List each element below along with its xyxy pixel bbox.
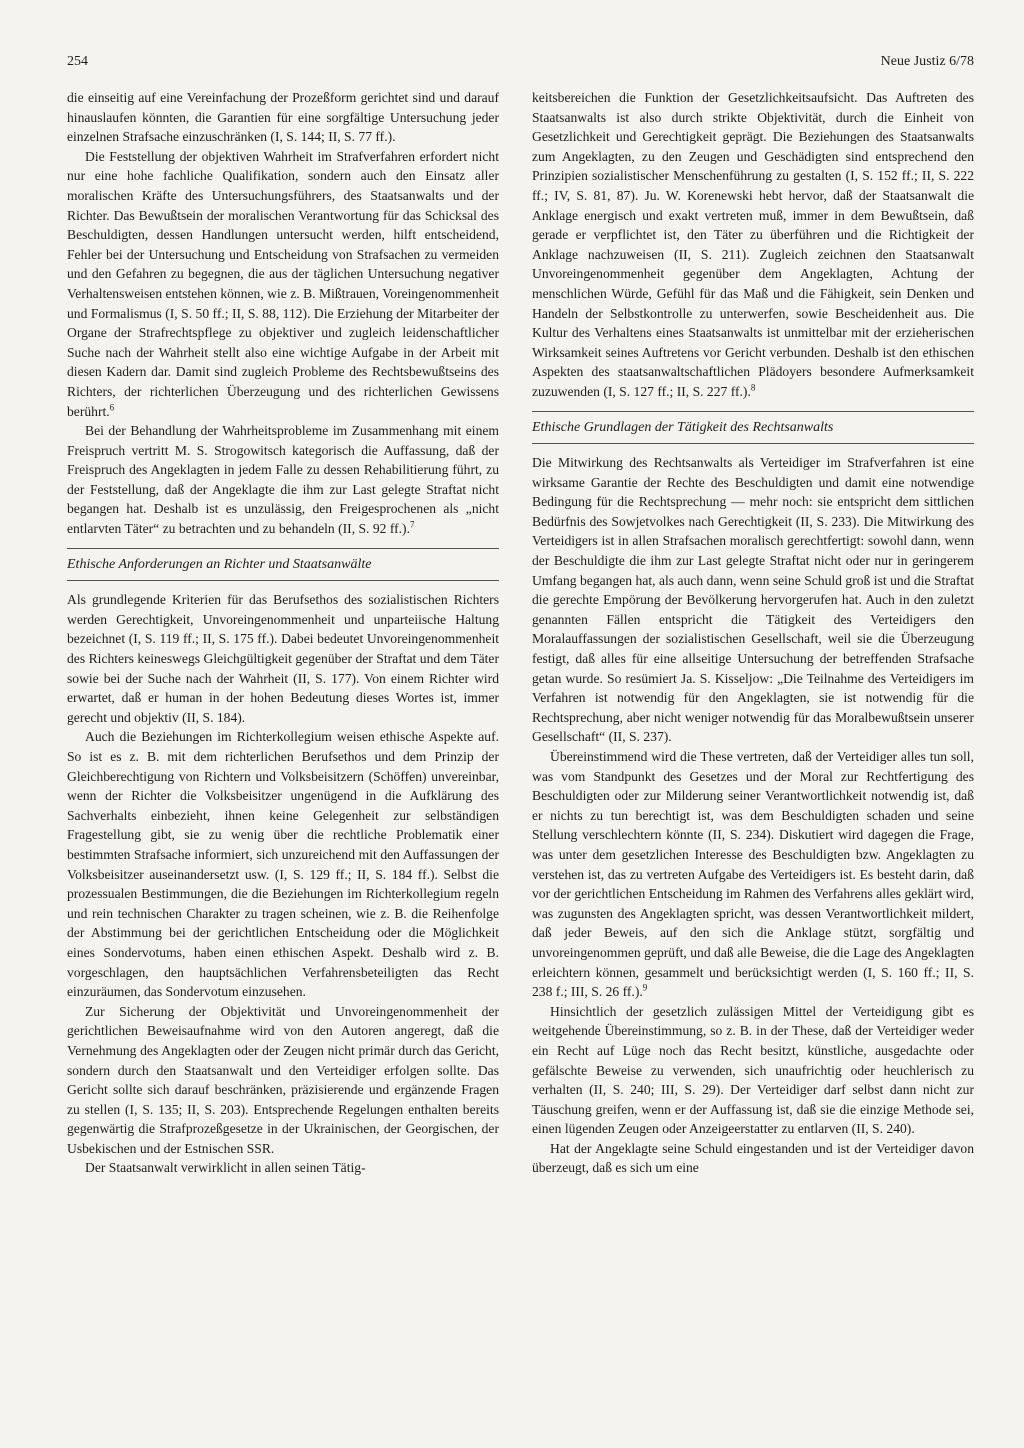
paragraph	[67, 147, 499, 421]
paragraph	[67, 421, 499, 539]
page-number: 254	[67, 54, 88, 69]
footnote-ref: 9	[642, 982, 648, 993]
paragraph: Zur Sicherung der Objektivität und Unvoreingenommenheit der gerichtlichen Beweisaufnahme wird von den Autoren angeregt, daß die Vernehmung des Angeklagten oder der Zeugen nicht primär durch das Gericht, sondern durch den Staatsanwalt und den Verteidiger erfolgen sollte. Das Gericht sollte sich darauf beschränken, präzisierende und ergänzende Fragen zu stellen (I, S. 135; II, S. 203). Entsprechende Regelungen enthalten bereits gegenwärtig die Strafprozeßgesetze in der Ukrainischen, der Georgischen, der Usbekischen und der Estnischen SSR.	[67, 1003, 499, 1156]
footnote-ref: 6	[109, 401, 115, 412]
paragraph-text: Die Feststellung der objektiven Wahrheit im Strafverfahren erfordert nicht nur eine hohe fachliche Qualifikation, sondern auch den Einsatz aller moralischen Kräfte des Untersuchungsführers, des Staatsanwalts und der Richter. Das Bewußtsein der moralischen Verantwortung für das Schicksal des Beschuldigten, dessen Handlungen untersucht werden, hilft entscheidend, Fehler bei der Untersuchung und Entscheidung von Strafsachen zu vermeiden und den Gefahren zu begegnen, die aus der täglichen Untersuchung negativer Verhaltensweisen entstehen können, wie z. B. Mißtrauen, Voreingenommenheit und Formalismus (I, S. 50 ff.; II, S. 88, 112). Die Erziehung der Mitarbeiter der Organe der Strafrechtspflege zu objektiver und zugleich leidenschaftlicher Suche nach der Wahrheit stellt also eine wichtige Aufgabe in der Arbeit mit diesen Kadern dar. Damit sind zugleich Probleme des Rechtsbewußtseins des Richters, der richterlichen Überzeugung und des richterlichen Gewissens berührt.	[67, 148, 499, 419]
paragraph: Hinsichtlich der gesetzlich zulässigen Mittel der Verteidigung gibt es weitgehende Übereinstimmung, so z. B. in der These, daß der Verteidiger weder ein Recht auf Lüge noch das Recht besitzt, künstliche, ausgedachte oder gefälschte Beweise zu verwenden, sich unaufrichtig oder heuchlerisch zu verhalten (II, S. 240; III, S. 29). Der Verteidiger darf selbst dann nicht zur Täuschung greifen, wenn er der Auffassung ist, daß sie die einzige Methode sei, einen lügenden Zeugen oder Anzeigeerstatter zu entlarven (II, S. 240).	[532, 1003, 974, 1137]
paragraph-text: Übereinstimmend wird die These vertreten, daß der Verteidiger alles tun soll, was vom Standpunkt des Gesetzes und der Moral zur Rechtfertigung des Beschuldigten oder zur Milderung seiner Verantwortlichkeit notwendig ist, daß er nichts zu tun berechtigt ist, was dem Beschuldigten schaden und seine Stellung verschlechtern könnte (II, S. 234). Diskutiert wird dagegen die Frage, was unter dem gesetzlichen Interesse des Beschuldigten bzw. Angeklagten zu verstehen ist, das zu vertreten Aufgabe des Verteidigers ist. Es besteht darin, daß vor der gerichtlichen Entscheidung im Rahmen des Verfahrens alles geklärt wird, was zugunsten des Angeklagten spricht, was dessen Verantwortlichkeit mildert, daß jeder Beweis, auf den sich die Anklage stützt, sorgfältig und unvoreingenommen geprüft, und daß alle Beweise, die die Lage des Angeklagten erleichtern können, gesammelt und berücksichtigt werden (I, S. 160 ff.; II, S. 238 f.; III, S. 26 ff.).	[532, 749, 974, 1000]
right-column	[532, 88, 974, 1178]
footnote-ref: 8	[750, 382, 756, 393]
paragraph: Der Staatsanwalt verwirklicht in allen seinen Tätig-	[85, 1160, 366, 1176]
paragraph	[532, 747, 974, 1002]
paragraph-text: keitsbereichen die Funktion der Gesetzlichkeitsaufsicht. Das Auftreten des Staatsanwalts ist also durch strikte Objektivität, durch die Einheit von Gesetzlichkeit und Gerechtigkeit geprägt. Die Beziehungen des Staatsanwalts zum Angeklagten, zu den Zeugen und Geschädigten sind entsprechend den Prinzipien sozialistischer Menschenführung zu gestalten (I, S. 152 ff.; II, S. 222 ff.; IV, S. 81, 87). Ju. W. Korenewski hebt hervor, daß der Staatsanwalt die Anklage energisch und exakt vertreten muß, immer in dem Bewußtsein, daß gerade er verpflichtet ist, den Täter zu überführen und die Richtigkeit der Anklage nachzuweisen (II, S. 211). Zugleich zeichnen den Staatsanwalt Unvoreingenommenheit gegenüber dem Angeklagten, Achtung der menschlichen Würde, Gefühl für das Maß und die Fähigkeit, sein Denken und Handeln der Selbstkontrolle zu unterwerfen, sowie Bescheidenheit aus. Die Kultur des Verhaltens eines Staatsanwalts ist unmittelbar mit der erzieherischen Wirksamkeit seines Auftretens vor Gericht verbunden. Deshalb ist den ethischen Aspekten des staatsanwaltschaftlichen Plädoyers besondere Aufmerksamkeit zuzuwenden (I, S. 127 ff.; II, S. 227 ff.).	[532, 90, 974, 399]
paragraph: Als grundlegende Kriterien für das Berufsethos des sozialistischen Richters werden Gerechtigkeit, Unvoreingenommenheit und unparteiische Haltung bezeichnet (I, S. 119 ff.; II, S. 175 ff.). Dabei bedeutet Unvoreingenommenheit des Richters keineswegs Gleichgültigkeit gegenüber der Straftat und dem Täter sowie bei der Suche nach der Wahrheit (II, S. 177). Von einem Richter wird erwartet, daß er human in der hohen Bedeutung dieses Wortes ist, immer gerecht und objektiv (II, S. 184).	[67, 592, 499, 725]
paragraph	[532, 88, 974, 402]
footnote-ref: 7	[409, 519, 415, 530]
paragraph: Hat der Angeklagte seine Schuld eingestanden und ist der Verteidiger davon überzeugt, daß es sich um eine	[532, 1140, 974, 1176]
paragraph-text: Bei der Behandlung der Wahrheitsprobleme im Zusammenhang mit einem Freispruch vertritt M. S. Strogowitsch kategorisch die Auffassung, daß der Freispruch des Angeklagten in jedem Falle zu dessen Rehabilitierung führt, zu der Feststellung, daß der Angeklagte die ihm zur Last gelegte Straftat nicht begangen hat. Deshalb ist es unzulässig, den Freigesprochenen als „nicht entlarvten Täter“ zu betrachten und zu behandeln (II, S. 92 ff.).	[67, 423, 499, 537]
section-heading: Ethische Anforderungen an Richter und Staatsanwälte	[67, 548, 499, 582]
section-heading: Ethische Grundlagen der Tätigkeit des Rechtsanwalts	[532, 411, 974, 445]
journal-issue: Neue Justiz 6/78	[880, 54, 974, 69]
paragraph: Auch die Beziehungen im Richterkollegium weisen ethische Aspekte auf. So ist es z. B. mit dem richterlichen Berufsethos und dem Prinzip der Gleichberechtigung von Richtern und Volksbeisitzern (Schöffen) unvereinbar, wenn der Richter die Volksbeisitzer ungenügend in die Aufklärung des Sachverhalts einbezieht, ihnen keine Gelegenheit zur selbständigen Fragestellung gibt, sie zu wenig über die rechtliche Problematik einer bestimmten Strafsache informiert, sich unzureichend mit den Auffassungen der Volksbeisitzer auseinandersetzt usw. (I, S. 129 ff.; II, S. 184 ff.). Selbst die prozessualen Bestimmungen, die die Beziehungen im Richterkollegium regeln und rein technischen Charakter zu tragen scheinen, wie z. B. die Reihenfolge der Abstimmung bei der gerichtlichen Entscheidung oder die Möglichkeit eines Sondervotums, haben einen ethischen Aspekt. Deshalb wird z. B. vorgeschlagen, den hauptsächlichen Verfahrensbeteiligten das Recht einzuräumen, das Sondervotum einzusehen.	[67, 729, 499, 1000]
paragraph: die einseitig auf eine Vereinfachung der Prozeßform gerichtet sind und darauf hinauslaufen könnten, die Garantien für eine sorgfältige Untersuchung jeder einzelnen Strafsache einzuschränken (I, S. 144; II, S. 77 ff.).	[67, 90, 499, 145]
page-header	[67, 54, 974, 76]
left-column	[67, 88, 499, 1178]
paragraph: Die Mitwirkung des Rechtsanwalts als Verteidiger im Strafverfahren ist eine wirksame Garantie der Rechte des Beschuldigten und damit eine notwendige Bedingung für die Rechtsprechung — mehr noch: sie entspricht dem sittlichen Bedürfnis des Sowjetvolkes nach Gerechtigkeit (II, S. 233). Die Mitwirkung des Verteidigers ist in allen Strafsachen moralisch gerechtfertigt: sowohl dann, wenn der Beschuldigte die ihm zur Last gelegte Straftat nicht oder nur in geringerem Umfang begangen hat, als auch dann, wenn seine Schuld groß ist und die Straftat die gerechte Empörung der Bevölkerung hervorgerufen hat. Auch in den zuletzt genannten Fällen entspricht die Tätigkeit des Verteidigers den Moralauffassungen der sozialistischen Gesellschaft, weil sie die Überzeugung festigt, daß alles für eine allseitige Untersuchung der betreffenden Strafsache getan wurde. So resümiert Ja. S. Kisseljow: „Die Teilnahme des Verteidigers im Verfahren ist notwendig für den Angeklagten, sie ist notwendig für die Rechtsprechung, aber nicht weniger notwendig für das Moralbewußtsein unserer Gesellschaft“ (II, S. 237).	[532, 455, 974, 745]
